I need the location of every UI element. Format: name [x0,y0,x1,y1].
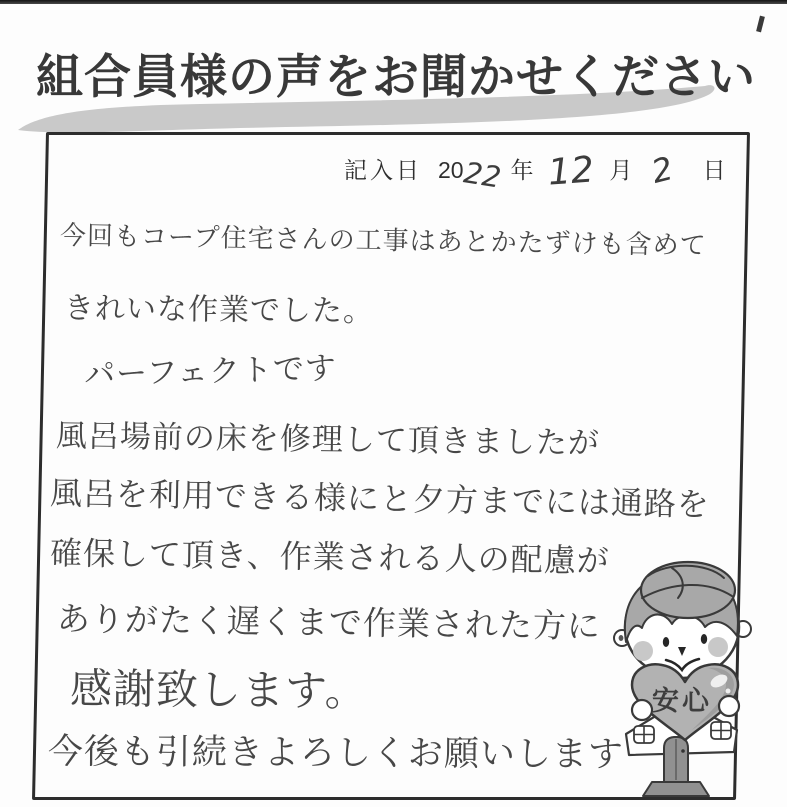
date-month-handwritten: 12 [546,149,595,194]
window-icon [634,726,654,743]
eye-right [701,634,707,644]
message-line: 感謝致します。 [69,664,368,716]
date-day-handwritten: 2 [648,149,677,191]
mascot-head [614,562,751,678]
cheek-left [633,641,653,661]
date-label: 記入日 [344,157,422,183]
message-line: ありがたく遅くまで作業された方に [56,599,602,646]
message-line: パーフェクトです [83,350,338,393]
heart-label: 安心 [652,686,712,716]
date-month-unit: 月 [609,157,633,183]
window-icon [711,722,731,739]
message-line: 風呂を利用できる様にと夕方までには通路を [49,474,711,524]
date-year-unit: 年 [510,157,534,183]
mascot-stand-base [643,782,709,796]
message-line: 風呂場前の床を修理して頂きましたが [55,418,601,462]
hand-right [719,696,739,716]
message-line: 今回もコープ住宅さんの工事はあとかたずけも含めて [59,221,707,262]
date-day-unit: 日 [702,157,726,183]
message-line: 今後も引続きよろしくお願いします [47,732,625,776]
eye-left [663,637,669,647]
mascot-illustration [612,558,758,804]
scan-corner-artifact [756,16,765,33]
date-year-handwritten: 22 [461,155,503,195]
date-century: 20 [438,157,464,183]
scan-edge-artifact [0,0,787,4]
hand-left [632,700,652,720]
message-line: 確保して頂き、作業される人の配慮が [49,534,610,580]
message-line: きれいな作業でした。 [63,291,375,330]
date-row [344,146,726,195]
page-title: 組合員様の声をお聞かせください [36,50,756,103]
cheek-right [708,637,728,657]
